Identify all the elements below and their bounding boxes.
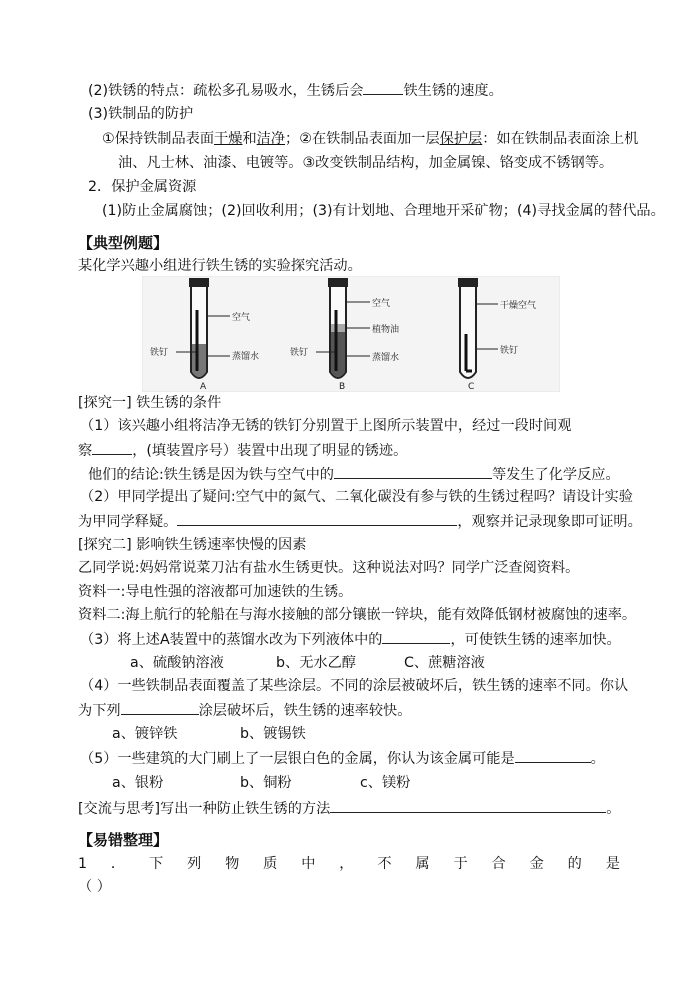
answer-blank — [334, 464, 492, 479]
label-air-a: 空气 — [232, 313, 251, 323]
q3-option-a: a、硫酸钠溶液 — [130, 655, 224, 671]
label-dry-air-c: 干燥空气 — [500, 301, 537, 311]
label-air-b: 空气 — [372, 299, 391, 309]
tube-label-c: C — [468, 382, 475, 392]
line-material-2: 资料二:海上航行的轮船在与海水接触的部分镶嵌一锌块，能有效降低钢材被腐蚀的速率。 — [78, 607, 637, 623]
question-3: （3）将上述A装置中的蒸馏水改为下列液体中的 ，可使铁生锈的速率加快。 — [80, 629, 621, 650]
question-4-line-1: （4）一些铁制品表面覆盖了某些涂层。不同的涂层被破坏后，铁生锈的速率不同。你认 — [80, 678, 629, 694]
line-student-b: 乙同学说:妈妈常说菜刀沾有盐水生锈更快。这种说法对吗？同学广泛查阅资料。 — [78, 560, 580, 576]
answer-blank — [382, 629, 450, 644]
label-nail-a: 铁钉 — [150, 348, 169, 358]
answer-blank — [177, 511, 457, 526]
label-nail-b: 铁钉 — [290, 348, 309, 358]
answer-blank — [515, 748, 591, 763]
line-protection-2: 油、凡士林、油漆、电镀等。③改变铁制品结构，加金属镍、铬变成不锈钢等。 — [118, 155, 614, 171]
q3-option-b: b、无水乙醇 — [276, 655, 356, 671]
line-intro: 某化学兴趣小组进行铁生锈的实验探究活动。 — [78, 258, 362, 274]
section-typical-examples: 【典型例题】 — [78, 234, 169, 252]
answer-blank — [330, 798, 606, 813]
question-5: （5）一些建筑的大门刷上了一层银白色的金属，你认为该金属可能是 。 — [80, 748, 605, 769]
question-2-line-1: （2）甲同学提出了疑问:空气中的氮气、二氧化碳没有参与铁的生锈过程吗？请设计实验 — [80, 489, 633, 505]
q4-option-b: b、镀锡铁 — [240, 726, 306, 742]
line-resource-list: (1)防止金属腐蚀；(2)回收利用；(3)有计划地、合理地开采矿物；(4)寻找金属的替代品。 — [102, 203, 665, 219]
tube-label-a: A — [200, 382, 207, 392]
answer-blank — [92, 440, 132, 455]
question-1-line-1: （1）该兴趣小组将洁净无锈的铁钉分别置于上图所示装置中，经过一段时间观 — [80, 418, 572, 434]
line-protection-1: ①保持铁制品表面干燥和洁净；②在铁制品表面加一层保护层：如在铁制品表面涂上机 — [102, 131, 639, 147]
tube-label-b: B — [339, 382, 346, 392]
heading-explore-2: [探究二] 影响铁生锈速率快慢的因素 — [78, 537, 307, 553]
heading-explore-1: [探究一] 铁生锈的条件 — [78, 395, 222, 411]
q5-option-a: a、银粉 — [112, 775, 164, 791]
answer-blank — [121, 700, 199, 715]
q4-option-a: a、镀锌铁 — [112, 726, 178, 742]
question-4-line-2: 为下列 涂层破坏后，铁生锈的速率较快。 — [78, 700, 411, 721]
test-tube-figure — [142, 276, 560, 392]
section-common-errors: 【易错整理】 — [78, 831, 169, 849]
answer-bracket: （ ） — [78, 879, 111, 895]
line-resource-title: 2．保护金属资源 — [88, 179, 197, 195]
line-rust-features: (2)铁锈的特点：疏松多孔易吸水，生锈后会 铁生锈的速度。 — [88, 80, 503, 101]
q5-option-b: b、铜粉 — [240, 775, 292, 791]
q3-option-c: C、蔗糖溶液 — [404, 655, 485, 671]
question-1-line-2: 察 ，(填装置序号）装置中出现了明显的锈迹。 — [78, 440, 407, 461]
answer-blank — [363, 80, 403, 95]
conclusion-line: 他们的结论:铁生锈是因为铁与空气中的 等发生了化学反应。 — [88, 464, 620, 485]
question-2-line-2: 为甲同学释疑。 ，观察并记录现象即可证明。 — [78, 511, 642, 532]
line-protection-title: (3)铁制品的防护 — [88, 106, 194, 122]
q5-option-c: c、镁粉 — [360, 775, 411, 791]
label-oil-b: 植物油 — [372, 325, 400, 335]
label-water-a: 蒸馏水 — [232, 352, 260, 362]
error-question-1: 1 ． 下 列 物 质 中 ， 不 属 于 合 金 的 是 — [78, 856, 620, 872]
exchange-thinking: [交流与思考]写出一种防止铁生锈的方法 。 — [78, 798, 620, 819]
line-material-1: 资料一:导电性强的溶液都可加速铁的生锈。 — [78, 584, 353, 600]
label-nail-c: 铁钉 — [500, 346, 519, 356]
label-water-b: 蒸馏水 — [372, 353, 400, 363]
